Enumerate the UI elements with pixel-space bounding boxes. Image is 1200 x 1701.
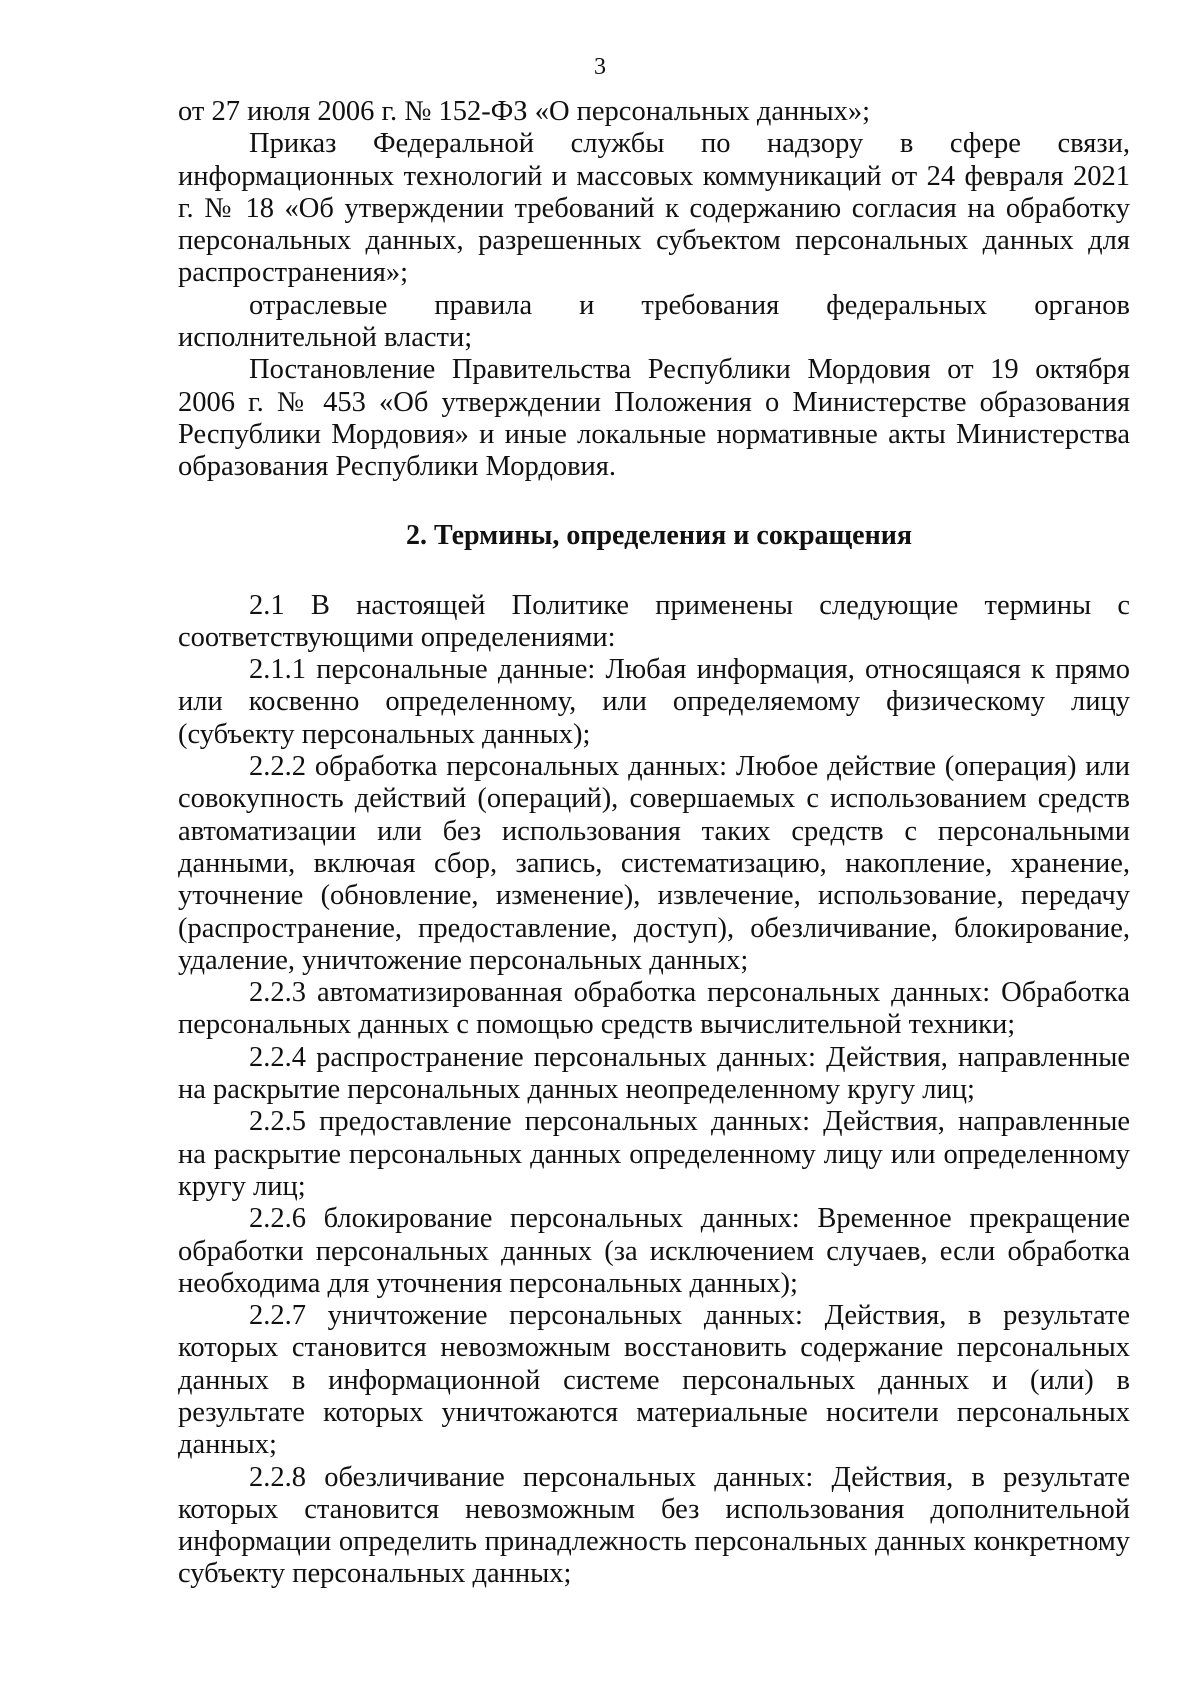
definition-paragraph: 2.1 В настоящей Политике применены следующие термины с соответствующими определениями:	[178, 589, 1130, 653]
definition-paragraph: 2.2.6 блокирование персональных данных: Временное прекращение обработки персональных данных (за исключением случаев, если обработка необходима для уточнения персональных данных);	[178, 1203, 1130, 1299]
industry-rules-paragraph: отраслевые правила и требования федеральных органов исполнительной власти;	[178, 289, 1130, 354]
definition-paragraph: 2.2.5 предоставление персональных данных: Действия, направленные на раскрытие персональных данных определенному лицу или определенному кругу лиц;	[178, 1106, 1130, 1202]
document-body	[178, 96, 1130, 1591]
definition-paragraph: 2.2.7 уничтожение персональных данных: Действия, в результате которых становится невозможным восстановить содержание персональных данных в информационной системе персональных данных и (или) в результате которых уничтожаются материальные носители персональных данных;	[178, 1300, 1130, 1461]
order-reference-paragraph: Приказ Федеральной службы по надзору в сфере связи, информационных технологий и массовых коммуникаций от 24 февраля 2021 г. № 18 «Об утверждении требований к содержанию согласия на обработку персональных данных, разрешенных субъектом персональных данных для распространения»;	[178, 128, 1130, 289]
section-heading: 2. Термины, определения и сокращения	[405, 519, 913, 551]
definition-paragraph: 2.2.8 обезличивание персональных данных: Действия, в результате которых становится невозможным без использования дополнительной информации определить принадлежность персональных данных конкретному субъекту персональных данных;	[178, 1461, 1130, 1590]
definition-paragraph: 2.2.2 обработка персональных данных: Любое действие (операция) или совокупность действий (операций), совершаемых с использованием средств автоматизации или без использования таких средств с персональными данными, включая сбор, запись, систематизацию, накопление, хранение, уточнение (обновление, изменение), извлечение, использование, передачу (распространение, предоставление, доступ), обезличивание, блокирование, удаление, уничтожение персональных данных;	[178, 751, 1130, 976]
page-number: 3	[594, 54, 606, 80]
definition-paragraph: 2.1.1 персональные данные: Любая информация, относящаяся к прямо или косвенно определенному, или определяемому физическому лицу (субъекту персональных данных);	[178, 654, 1130, 750]
definition-paragraph: 2.2.4 распространение персональных данных: Действия, направленные на раскрытие персональных данных неопределенному кругу лиц;	[178, 1041, 1130, 1106]
law-reference-line: от 27 июля 2006 г. № 152-ФЗ «О персональных данных»;	[178, 96, 871, 127]
government-decree-paragraph: Постановление Правительства Республики Мордовия от 19 октября 2006 г. № 453 «Об утверждении Положения о Министерстве образования Республики Мордовия» и иные локальные нормативные акты Министерства образования Республики Мордовия.	[178, 354, 1130, 483]
definition-paragraph: 2.2.3 автоматизированная обработка персональных данных: Обработка персональных данных с помощью средств вычислительной техники;	[178, 977, 1130, 1041]
